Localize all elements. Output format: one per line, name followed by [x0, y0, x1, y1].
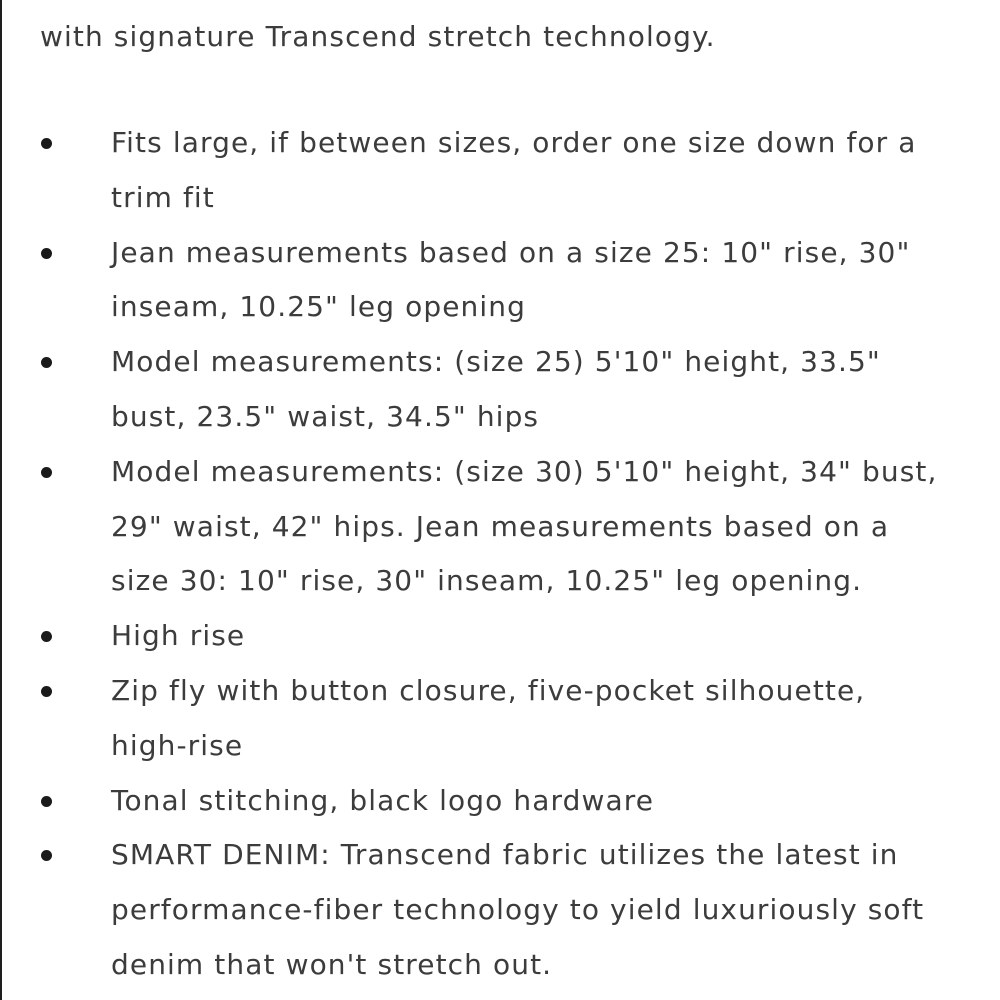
feature-bullet-text-line: inseam, 10.25" leg opening [111, 290, 526, 324]
feature-bullet-item [0, 445, 1000, 609]
feature-bullet-item [0, 664, 1000, 774]
bullet-dot-icon [41, 850, 52, 861]
feature-bullet-text-line: 29" waist, 42" hips. Jean measurements based on a [111, 509, 890, 543]
feature-bullet-text-line: trim fit [111, 180, 215, 214]
feature-bullet-text-line: Jean measurements based on a size 25: 10" rise, 30" [111, 235, 911, 269]
feature-bullet-text-line: Zip fly with button closure, five-pocket silhouette, [111, 673, 866, 707]
feature-bullet-item [0, 828, 1000, 992]
bullet-dot-icon [41, 138, 52, 149]
feature-bullet-list [0, 116, 1000, 993]
bullet-dot-icon [41, 631, 52, 642]
bullet-dot-icon [41, 686, 52, 697]
feature-bullet-text-line: High rise [111, 619, 246, 653]
feature-bullet-text-line: bust, 23.5" waist, 34.5" hips [111, 399, 540, 433]
bullet-dot-icon [41, 467, 52, 478]
feature-bullet-item [0, 116, 1000, 226]
feature-bullet-item [0, 226, 1000, 336]
feature-bullet-text-line: Tonal stitching, black logo hardware [111, 783, 655, 817]
bullet-dot-icon [41, 248, 52, 259]
feature-bullet-text-line: Model measurements: (size 30) 5'10" height, 34" bust, [111, 454, 938, 488]
description-intro-line: with signature Transcend stretch technology. [40, 20, 716, 53]
feature-bullet-text-line: high-rise [111, 728, 244, 762]
feature-bullet-text-line: denim that won't stretch out. [111, 947, 553, 981]
feature-bullet-item [0, 774, 1000, 829]
feature-bullet-text-line: Fits large, if between sizes, order one size down for a [111, 126, 917, 159]
bullet-dot-icon [41, 796, 52, 807]
feature-bullet-text-line: Model measurements: (size 25) 5'10" height, 33.5" [111, 345, 881, 379]
feature-bullet-item [0, 335, 1000, 445]
feature-bullet-text-line: size 30: 10" rise, 30" inseam, 10.25" leg opening. [111, 564, 863, 598]
feature-bullet-item [0, 609, 1000, 664]
bullet-dot-icon [41, 357, 52, 368]
feature-bullet-text-line: performance-fiber technology to yield luxuriously soft [111, 893, 925, 927]
feature-bullet-text-line: SMART DENIM: Transcend fabric utilizes the latest in [111, 838, 899, 872]
